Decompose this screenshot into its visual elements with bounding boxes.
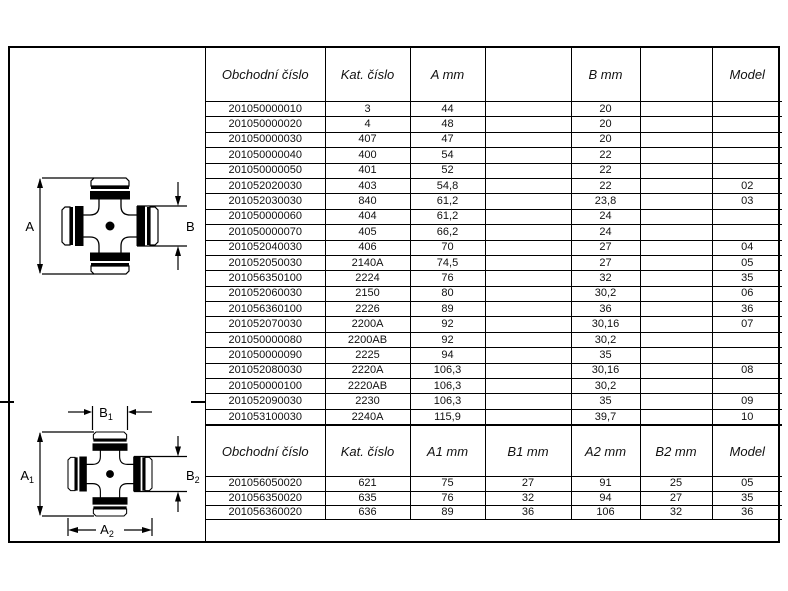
table-cell	[640, 379, 712, 394]
table-cell: 2200A	[325, 317, 410, 332]
table-cell: 30,2	[571, 286, 640, 301]
table-cell: 92	[410, 317, 485, 332]
table-cell	[640, 102, 712, 117]
table-cell	[640, 363, 712, 378]
table-cell: 106,3	[410, 379, 485, 394]
column-header: B2 mm	[640, 426, 712, 477]
table-cell	[640, 302, 712, 317]
table-cell: 27	[571, 255, 640, 270]
table-cell: 22	[571, 148, 640, 163]
table-cell	[485, 163, 571, 178]
table-cell	[640, 317, 712, 332]
table-cell: 36	[712, 302, 782, 317]
column-header: Model	[712, 426, 782, 477]
table-cell: 201056350100	[206, 271, 325, 286]
table-cell: 30,2	[571, 332, 640, 347]
table-cell	[640, 178, 712, 193]
spec-table-double-size	[206, 425, 782, 520]
table-row	[206, 317, 782, 332]
table-row	[206, 163, 782, 178]
column-header: Kat. číslo	[325, 426, 410, 477]
table-cell: 94	[410, 348, 485, 363]
ujoint-diagram-single	[10, 48, 205, 402]
table-cell: 44	[410, 102, 485, 117]
table-cell	[640, 240, 712, 255]
table2-header-row	[206, 426, 782, 477]
table-cell	[640, 163, 712, 178]
dim-label-b2: $B_2$	[186, 468, 200, 485]
table-cell: 201052070030	[206, 317, 325, 332]
table-cell	[485, 102, 571, 117]
column-header: B mm	[571, 48, 640, 102]
table-cell	[485, 225, 571, 240]
table-cell: 61,2	[410, 209, 485, 224]
table-cell: 403	[325, 178, 410, 193]
column-header: B1 mm	[485, 426, 571, 477]
arrow-down-icon	[37, 506, 43, 516]
column-header: Obchodní číslo	[206, 48, 325, 102]
table-cell	[712, 132, 782, 147]
table-cell: 20	[571, 102, 640, 117]
tables-column	[206, 48, 778, 541]
table-cell: 23,8	[571, 194, 640, 209]
arrow-right-icon	[84, 409, 92, 415]
table-cell: 25	[640, 477, 712, 491]
table-cell	[485, 132, 571, 147]
table-row	[206, 178, 782, 193]
table-cell: 22	[571, 178, 640, 193]
arrow-down-icon	[175, 196, 181, 206]
table-cell: 94	[571, 491, 640, 505]
table-cell: 106,3	[410, 394, 485, 409]
spec-table-single-size	[206, 48, 782, 425]
table-cell: 02	[712, 178, 782, 193]
table-cell: 840	[325, 194, 410, 209]
table-cell: 07	[712, 317, 782, 332]
table-cell	[712, 379, 782, 394]
table-cell: 30,16	[571, 363, 640, 378]
table-row	[206, 271, 782, 286]
table-cell	[640, 209, 712, 224]
table-cell: 04	[712, 240, 782, 255]
table-cell: 47	[410, 132, 485, 147]
table-cell: 80	[410, 286, 485, 301]
table-cell: 201056360100	[206, 302, 325, 317]
table-cell: 405	[325, 225, 410, 240]
dim-label-a: A	[25, 219, 34, 234]
table-row	[206, 379, 782, 394]
table-cell: 54,8	[410, 178, 485, 193]
table-cell	[640, 117, 712, 132]
section-divider-tick-right	[191, 401, 206, 403]
table-cell: 76	[410, 271, 485, 286]
table-cell: 06	[712, 286, 782, 301]
table-cell: 3	[325, 102, 410, 117]
table-cell: 32	[571, 271, 640, 286]
table-cell: 20	[571, 132, 640, 147]
table-cell: 52	[410, 163, 485, 178]
table-cell	[640, 394, 712, 409]
table-cell: 66,2	[410, 225, 485, 240]
table-cell: 35	[571, 394, 640, 409]
table-cell	[712, 332, 782, 347]
table-cell	[485, 255, 571, 270]
table-cell: 400	[325, 148, 410, 163]
table-cell: 24	[571, 209, 640, 224]
table-row	[206, 505, 782, 519]
table-row	[206, 363, 782, 378]
table-cell	[712, 163, 782, 178]
table-cell	[640, 332, 712, 347]
table-cell: 201052020030	[206, 178, 325, 193]
table-cell: 22	[571, 163, 640, 178]
table-cell: 406	[325, 240, 410, 255]
table-row	[206, 117, 782, 132]
table-cell: 201052040030	[206, 240, 325, 255]
table-cell: 2140A	[325, 255, 410, 270]
table-cell	[485, 348, 571, 363]
table-cell: 404	[325, 209, 410, 224]
table-cell: 30,16	[571, 317, 640, 332]
table-cell	[485, 240, 571, 255]
table-cell: 2225	[325, 348, 410, 363]
table-cell	[485, 148, 571, 163]
table-cell: 61,2	[410, 194, 485, 209]
column-header	[485, 48, 571, 102]
table-cell: 27	[571, 240, 640, 255]
arrow-up-icon	[175, 246, 181, 256]
table-row	[206, 286, 782, 301]
table-cell	[485, 394, 571, 409]
table-cell: 91	[571, 477, 640, 491]
column-header: A mm	[410, 48, 485, 102]
table-cell: 35	[571, 348, 640, 363]
table-cell: 636	[325, 505, 410, 519]
table-cell: 36	[485, 505, 571, 519]
table-cell	[485, 286, 571, 301]
table-cell: 407	[325, 132, 410, 147]
table-cell: 2240A	[325, 409, 410, 424]
column-header: Kat. číslo	[325, 48, 410, 102]
table-cell: 201050000030	[206, 132, 325, 147]
table-cell: 20	[571, 117, 640, 132]
table-cell: 36	[712, 505, 782, 519]
table-cell: 48	[410, 117, 485, 132]
table-cell	[485, 332, 571, 347]
table-row	[206, 302, 782, 317]
table-cell: 401	[325, 163, 410, 178]
table-cell: 201050000060	[206, 209, 325, 224]
table-cell: 39,7	[571, 409, 640, 424]
table-cell: 10	[712, 409, 782, 424]
table-cell	[712, 225, 782, 240]
table-cell	[640, 225, 712, 240]
table-row	[206, 102, 782, 117]
table-cell	[485, 379, 571, 394]
column-header: Model	[712, 48, 782, 102]
table-cell: 4	[325, 117, 410, 132]
table-cell: 92	[410, 332, 485, 347]
arrow-left-icon	[128, 409, 136, 415]
table-cell: 36	[571, 302, 640, 317]
table-cell: 75	[410, 477, 485, 491]
table-cell	[485, 317, 571, 332]
dim-label-b: B	[186, 219, 195, 234]
dim-label-a1: $A_1$	[20, 468, 34, 485]
table-row	[206, 194, 782, 209]
table-cell	[712, 102, 782, 117]
table-cell: 106,3	[410, 363, 485, 378]
arrow-down-icon	[175, 447, 181, 457]
table-cell	[640, 255, 712, 270]
table-cell: 2230	[325, 394, 410, 409]
table-row	[206, 209, 782, 224]
table-cell: 03	[712, 194, 782, 209]
table-row	[206, 148, 782, 163]
table-cell: 2150	[325, 286, 410, 301]
table-cell	[712, 209, 782, 224]
arrow-up-icon	[37, 432, 43, 442]
table-cell	[712, 348, 782, 363]
table-cell: 27	[485, 477, 571, 491]
diagram-cell-top	[10, 48, 205, 402]
table-cell	[640, 194, 712, 209]
table-cell: 115,9	[410, 409, 485, 424]
table-cell: 201050000050	[206, 163, 325, 178]
table-cell: 89	[410, 302, 485, 317]
table-cell: 201050000070	[206, 225, 325, 240]
table-cell: 2220A	[325, 363, 410, 378]
table-cell: 76	[410, 491, 485, 505]
diagram-cell-bottom	[10, 402, 205, 541]
table-row	[206, 255, 782, 270]
table-cell: 2224	[325, 271, 410, 286]
arrow-right-icon	[142, 527, 152, 533]
table-cell: 89	[410, 505, 485, 519]
column-header	[640, 48, 712, 102]
arrow-up-icon	[37, 178, 43, 188]
table-cell: 621	[325, 477, 410, 491]
table-cell: 09	[712, 394, 782, 409]
table-cell: 201050000040	[206, 148, 325, 163]
table-cell: 201056350020	[206, 491, 325, 505]
table-cell: 201050000080	[206, 332, 325, 347]
table-cell: 201052030030	[206, 194, 325, 209]
arrow-up-icon	[175, 492, 181, 502]
table-cell: 201050000090	[206, 348, 325, 363]
table-cell: 35	[712, 491, 782, 505]
table-cell: 201050000020	[206, 117, 325, 132]
table-cell: 05	[712, 255, 782, 270]
table-cell	[485, 409, 571, 424]
table1-header-row	[206, 48, 782, 102]
table-cell	[485, 117, 571, 132]
table-cell: 201052080030	[206, 363, 325, 378]
table-cell: 24	[571, 225, 640, 240]
diagram-column	[10, 48, 206, 541]
table-cell	[640, 148, 712, 163]
table-cell	[640, 286, 712, 301]
table-row	[206, 332, 782, 347]
table-cell: 32	[485, 491, 571, 505]
table-cell: 201052050030	[206, 255, 325, 270]
arrow-left-icon	[68, 527, 78, 533]
table-cell: 201050000010	[206, 102, 325, 117]
table-row	[206, 348, 782, 363]
table-cell	[485, 209, 571, 224]
table-row	[206, 240, 782, 255]
table-cell	[485, 178, 571, 193]
table-cell	[712, 117, 782, 132]
table-cell: 635	[325, 491, 410, 505]
table-cell: 201052060030	[206, 286, 325, 301]
table-cell: 106	[571, 505, 640, 519]
catalog-sheet	[8, 46, 780, 543]
table-cell	[640, 409, 712, 424]
table-cell	[712, 148, 782, 163]
table-cell	[640, 132, 712, 147]
table-cell: 201050000100	[206, 379, 325, 394]
table-cell: 27	[640, 491, 712, 505]
ujoint-diagram-double	[10, 402, 205, 541]
table-cell: 30,2	[571, 379, 640, 394]
table-cell: 2226	[325, 302, 410, 317]
table-row	[206, 225, 782, 240]
table-cell: 54	[410, 148, 485, 163]
column-header: A2 mm	[571, 426, 640, 477]
table-cell: 2220AB	[325, 379, 410, 394]
table-cell	[485, 271, 571, 286]
table-row	[206, 394, 782, 409]
table-cell: 201056360020	[206, 505, 325, 519]
table1-body	[206, 102, 782, 425]
table-cell	[640, 348, 712, 363]
table-row	[206, 477, 782, 491]
table-row	[206, 491, 782, 505]
table-cell: 08	[712, 363, 782, 378]
section-divider-tick-left	[0, 401, 14, 403]
table-cell: 201052090030	[206, 394, 325, 409]
table-row	[206, 132, 782, 147]
table-cell	[485, 302, 571, 317]
table-cell	[485, 194, 571, 209]
table-cell: 201056050020	[206, 477, 325, 491]
table-cell: 74,5	[410, 255, 485, 270]
table-cell: 201053100030	[206, 409, 325, 424]
table-cell: 35	[712, 271, 782, 286]
table-cell: 05	[712, 477, 782, 491]
column-header: Obchodní číslo	[206, 426, 325, 477]
table2-body	[206, 477, 782, 520]
table-cell: 2200AB	[325, 332, 410, 347]
table-row	[206, 409, 782, 424]
dim-label-b1: $B_1$	[99, 405, 113, 422]
table-cell: 70	[410, 240, 485, 255]
table-cell	[640, 271, 712, 286]
dim-label-a2: $A_2$	[100, 522, 114, 539]
empty-area	[206, 520, 778, 541]
arrow-down-icon	[37, 264, 43, 274]
table-cell: 32	[640, 505, 712, 519]
table-cell	[485, 363, 571, 378]
column-header: A1 mm	[410, 426, 485, 477]
